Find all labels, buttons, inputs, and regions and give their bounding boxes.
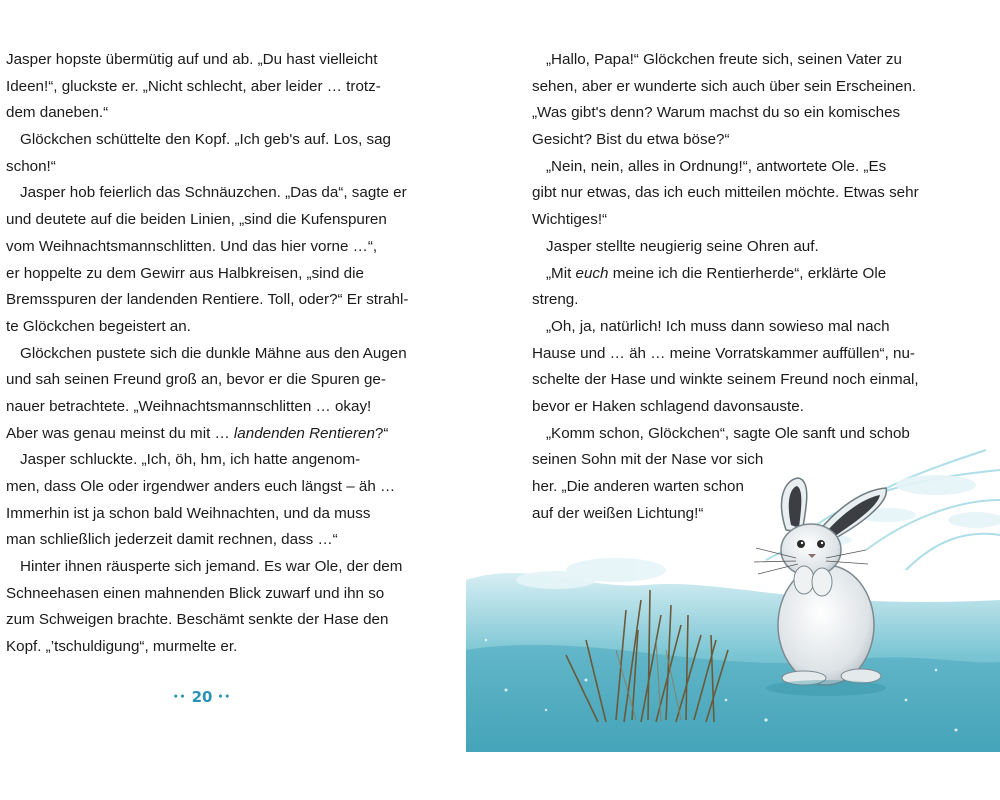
text-line bbox=[6, 421, 426, 448]
text-segment: meine ich die Rentierherde“, erklärte Ole bbox=[608, 264, 887, 282]
page-number-dots-icon: •• bbox=[172, 692, 187, 703]
text-line: Immerhin ist ja schon bald Weihnachten, und da muss bbox=[6, 504, 371, 522]
text-line: te Glöckchen begeistert an. bbox=[6, 317, 191, 335]
text-line: Jasper schluckte. „Ich, öh, hm, ich hatte angenom- bbox=[20, 451, 361, 469]
italic-phrase: landenden Rentieren bbox=[233, 424, 375, 442]
text-segment: ?“ bbox=[374, 424, 389, 442]
text-line: Glöckchen pustete sich die dunkle Mähne aus den Augen bbox=[20, 344, 407, 362]
text-line: schelte der Hase und winkte seinem Freund noch einmal, bbox=[532, 371, 919, 389]
text-line: streng. bbox=[532, 291, 579, 309]
text-line: Jasper hopste übermütig auf und ab. „Du hast vielleicht bbox=[6, 51, 378, 68]
text-line: Glöckchen schüttelte den Kopf. „Ich geb's auf. Los, sag bbox=[20, 131, 391, 149]
text-line: Ideen!“, gluckste er. „Nicht schlecht, aber leider … trotz- bbox=[6, 77, 381, 95]
left-page-text bbox=[6, 47, 426, 661]
text-line: Jasper hob feierlich das Schnäuzchen. „Das da“, sagte er bbox=[20, 184, 407, 202]
text-line: „Hallo, Papa!“ Glöckchen freute sich, seinen Vater zu bbox=[546, 51, 902, 68]
text-line: zum Schweigen brachte. Beschämt senkte der Hase den bbox=[6, 611, 389, 629]
text-line: vom Weihnachtsmannschlitten. Und das hier vorne …“, bbox=[6, 237, 378, 255]
text-line: sehen, aber er wunderte sich auch über sein Erscheinen. bbox=[532, 77, 917, 95]
text-line: und sah seinen Freund groß an, bevor er die Spuren ge- bbox=[6, 371, 386, 389]
text-line: „Oh, ja, natürlich! Ich muss dann sowieso mal nach bbox=[546, 317, 890, 335]
italic-word: euch bbox=[575, 264, 609, 282]
text-line: Jasper stellte neugierig seine Ohren auf. bbox=[546, 237, 819, 255]
left-page bbox=[0, 0, 470, 800]
text-line: Schneehasen einen mahnenden Blick zuwarf und ihn so bbox=[6, 584, 385, 602]
text-line: „Was gibt's denn? Warum machst du so ein komisches bbox=[532, 104, 901, 122]
text-line: auf der weißen Lichtung!“ bbox=[532, 504, 704, 522]
right-page-text bbox=[532, 47, 952, 527]
text-line: dem daneben.“ bbox=[6, 104, 109, 122]
text-line: „Komm schon, Glöckchen“, sagte Ole sanft und schob bbox=[546, 424, 910, 442]
text-segment: Aber was genau meinst du mit … bbox=[6, 424, 234, 442]
text-line: Wichtiges!“ bbox=[532, 211, 608, 229]
text-line: er hoppelte zu dem Gewirr aus Halbkreisen, „sind die bbox=[6, 264, 364, 282]
text-segment: „Mit bbox=[546, 264, 576, 282]
text-line: nauer betrachtete. „Weihnachtsmannschlitten … okay! bbox=[6, 397, 372, 415]
text-line: seinen Sohn mit der Nase vor sich bbox=[532, 451, 764, 469]
text-line: Hinter ihnen räusperte sich jemand. Es war Ole, der dem bbox=[20, 558, 403, 576]
text-line: man schließlich jederzeit damit rechnen, dass …“ bbox=[6, 531, 338, 549]
text-line bbox=[532, 261, 952, 288]
page-number-value: 20 bbox=[191, 688, 213, 706]
text-line: „Nein, nein, alles in Ordnung!“, antwortete Ole. „Es bbox=[546, 157, 887, 175]
text-line: und deutete auf die beiden Linien, „sind die Kufenspuren bbox=[6, 211, 387, 229]
text-line: her. „Die anderen warten schon bbox=[532, 478, 744, 495]
text-line: bevor er Haken schlagend davonsauste. bbox=[532, 397, 804, 415]
text-line: Gesicht? Bist du etwa böse?“ bbox=[532, 131, 730, 149]
right-page bbox=[470, 0, 1000, 800]
text-line: schon!“ bbox=[6, 157, 56, 175]
text-line: Hause und … äh … meine Vorratskammer auffüllen“, nu- bbox=[532, 344, 915, 362]
text-line: Kopf. „’tschuldigung“, murmelte er. bbox=[6, 638, 238, 656]
text-line: Bremsspuren der landenden Rentiere. Toll, oder?“ Er strahl- bbox=[6, 291, 409, 309]
page-number-dots-icon: •• bbox=[217, 692, 232, 703]
text-line: gibt nur etwas, das ich euch mitteilen möchte. Etwas sehr bbox=[532, 184, 919, 202]
text-line: men, dass Ole oder irgendwer anders euch längst – äh … bbox=[6, 478, 396, 495]
page-number bbox=[172, 688, 232, 706]
